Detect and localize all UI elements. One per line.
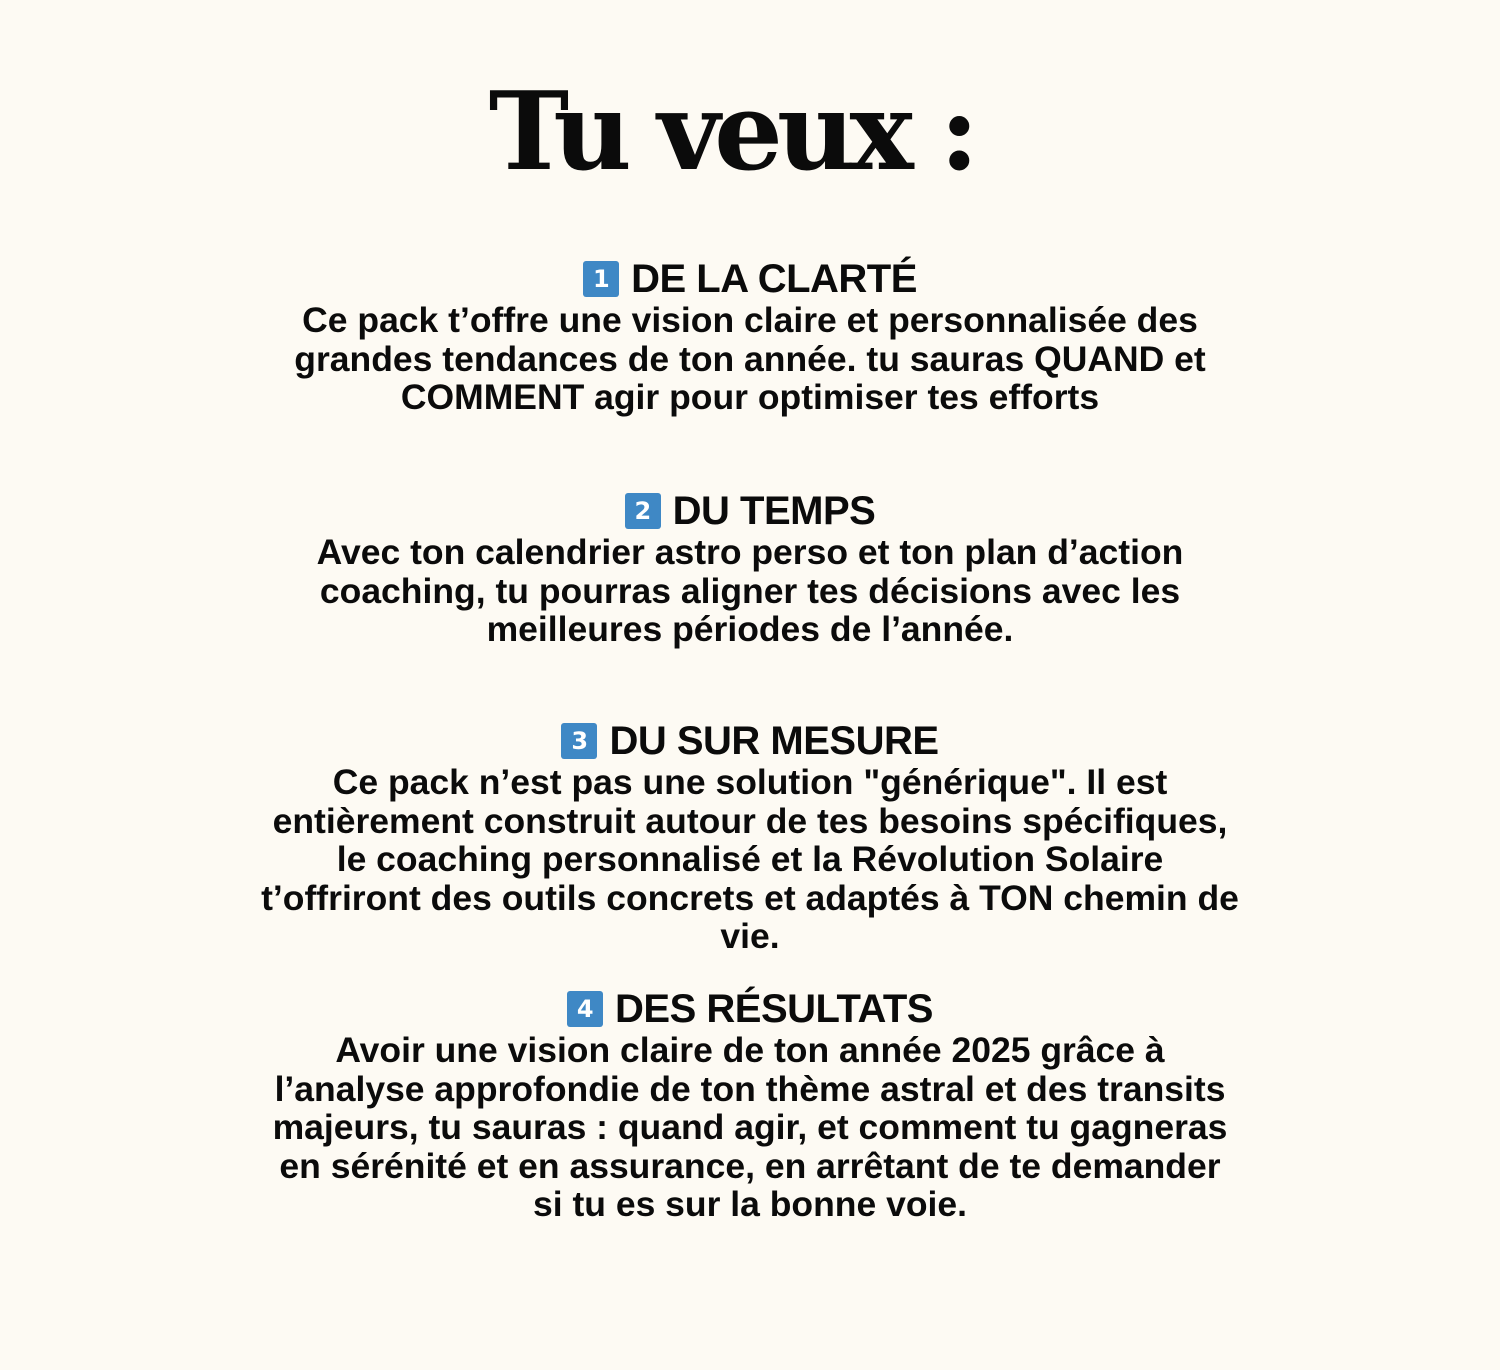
section-heading xyxy=(250,489,1250,533)
section-heading xyxy=(250,257,1250,301)
section-body: Ce pack n’est pas une solution "générique". Il est entièrement construit autour de tes besoins spécifiques, le coaching personnalisé et la Révolution Solaire t’offriront des outils concrets et adaptés à TON chemin de vie. xyxy=(261,762,1239,956)
benefit-section-clarity xyxy=(250,257,1250,417)
number-one-icon: 1 xyxy=(583,261,619,297)
number-two-icon: 2 xyxy=(625,493,661,529)
page-title: Tu veux : xyxy=(488,69,974,195)
section-body: Ce pack t’offre une vision claire et personnalisée des grandes tendances de ton année. tu sauras QUAND et COMMENT agir pour optimiser tes efforts xyxy=(294,300,1206,417)
benefit-section-time xyxy=(250,489,1250,649)
section-body: Avec ton calendrier astro perso et ton plan d’action coaching, tu pourras aligner tes décisions avec les meilleures périodes de l’année. xyxy=(316,532,1184,649)
number-three-icon: 3 xyxy=(561,723,597,759)
section-heading xyxy=(250,987,1250,1031)
section-heading xyxy=(250,719,1250,763)
number-four-icon: 4 xyxy=(567,991,603,1027)
section-heading-text: DE LA CLARTÉ xyxy=(631,257,917,301)
section-heading-text: DU SUR MESURE xyxy=(609,719,939,763)
section-heading-text: DU TEMPS xyxy=(672,489,876,533)
benefit-section-custom xyxy=(250,719,1250,956)
section-body: Avoir une vision claire de ton année 2025 grâce à l’analyse approfondie de ton thème astral et des transits majeurs, tu sauras : quand agir, et comment tu gagneras en sérénité et en assurance, en arrêtant de te demander si tu es sur la bonne voie. xyxy=(272,1030,1228,1224)
benefit-section-results xyxy=(250,987,1250,1224)
section-heading-text: DES RÉSULTATS xyxy=(615,987,933,1031)
